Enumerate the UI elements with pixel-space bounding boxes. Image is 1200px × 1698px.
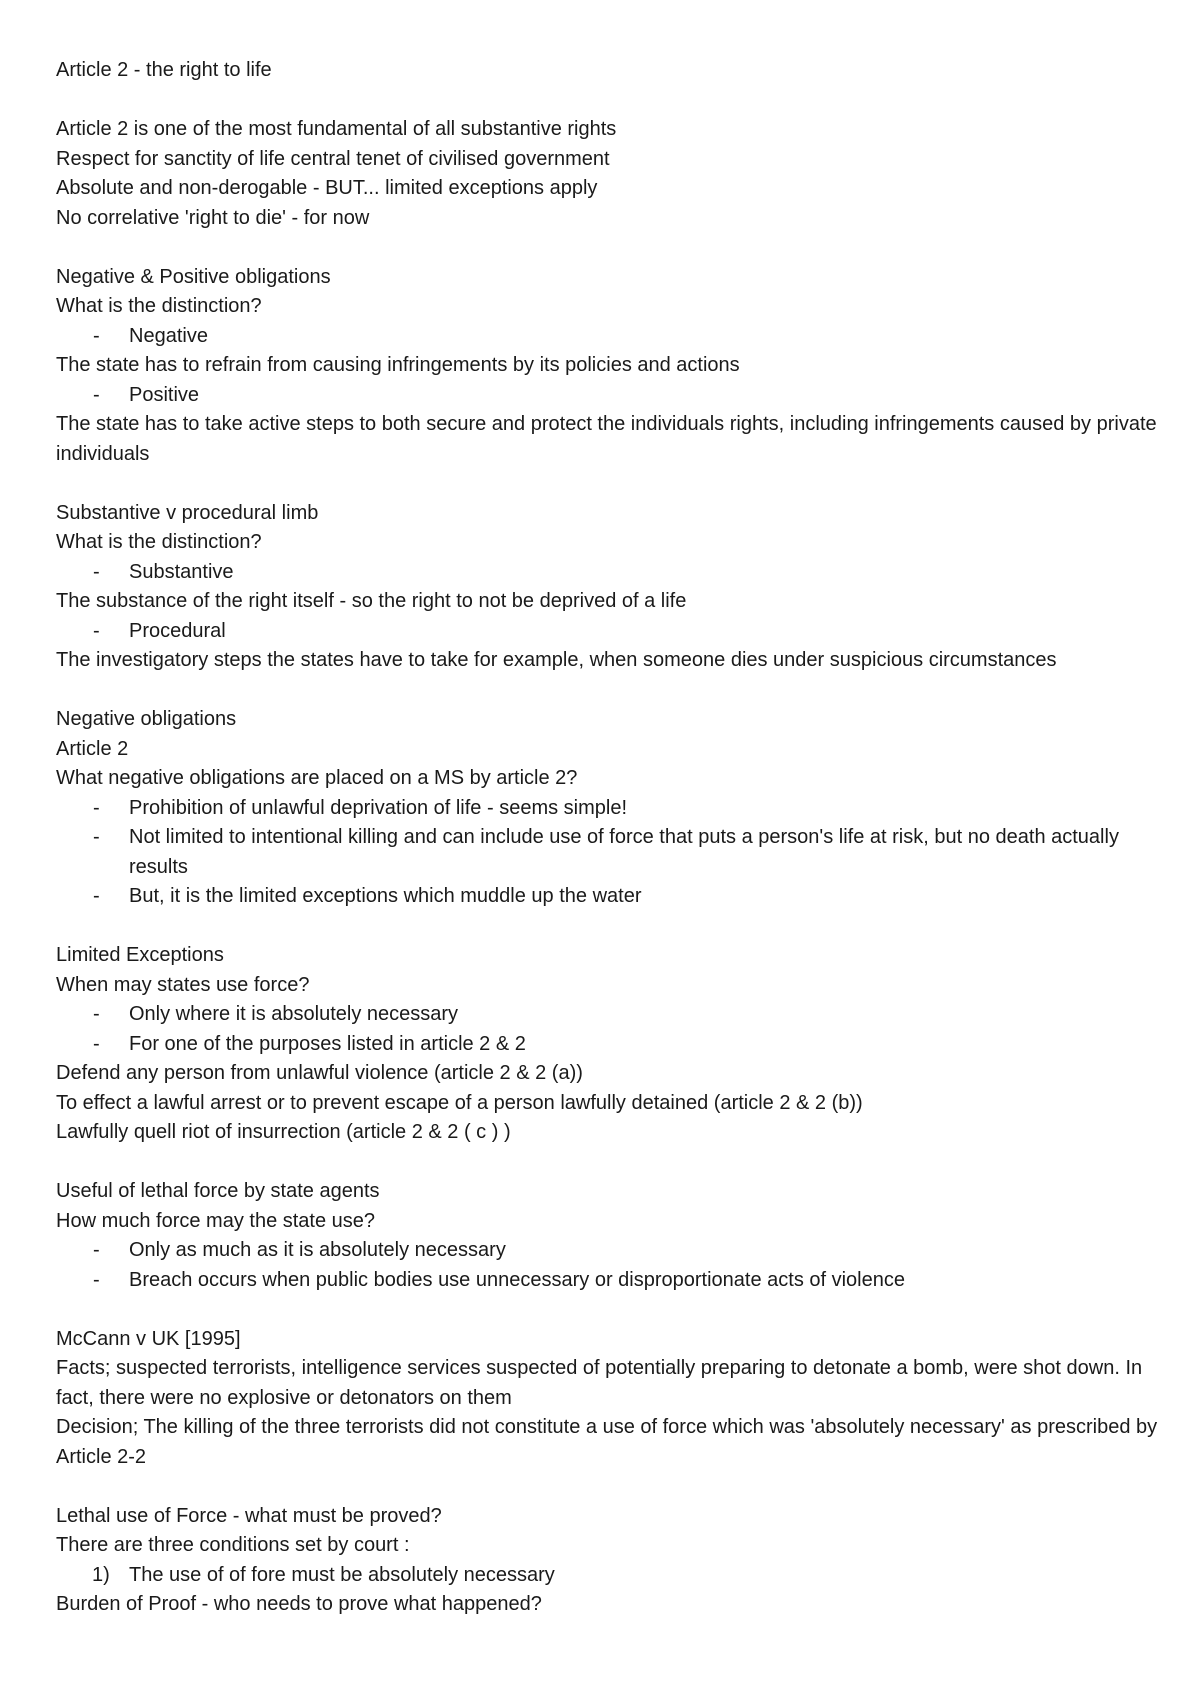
section-question: What is the distinction? (56, 531, 262, 553)
spacer (56, 676, 1166, 706)
bullet-dash: - (93, 619, 100, 642)
list-item: - Only where it is absolutely necessary (56, 1000, 1166, 1030)
case-facts: Facts; suspected terrorists, intelligence services suspected of potentially preparing to detonate a bomb, were shot down. In fact, there were no explosive or detonators on them (56, 1357, 1148, 1409)
section-question: There are three conditions set by court : (56, 1534, 410, 1556)
intro-line: Article 2 is one of the most fundamental of all substantive rights (56, 118, 617, 140)
body-text: The state has to take active steps to both secure and protect the individuals rights, including infringements caused by private individuals (56, 413, 1163, 465)
list-item: - Only as much as it is absolutely necessary (56, 1236, 1166, 1266)
document-title: Article 2 - the right to life (56, 59, 272, 81)
section-question: What negative obligations are placed on a MS by article 2? (56, 767, 578, 789)
numbered-item: 1) The use of of fore must be absolutely necessary (56, 1561, 1166, 1591)
body-text: The investigatory steps the states have to take for example, when someone dies under suspicious circumstances (56, 649, 1057, 671)
bullet-dash: - (93, 1003, 100, 1025)
bullet-dash: - (93, 796, 100, 819)
spacer (56, 1148, 1166, 1178)
section-heading: Negative & Positive obligations (56, 265, 331, 288)
list-item: - Negative (56, 322, 1166, 352)
body-text: Burden of Proof - who needs to prove what happened? (56, 1593, 542, 1615)
list-item: - Prohibition of unlawful deprivation of life - seems simple! (56, 794, 1166, 824)
section-question: What is the distinction? (56, 295, 262, 317)
spacer (56, 86, 1166, 116)
bullet-dash: - (93, 1032, 100, 1055)
body-text: To effect a lawful arrest or to prevent escape of a person lawfully detained (article 2 & 2 (b)) (56, 1091, 863, 1114)
body-text: Lawfully quell riot of insurrection (article 2 & 2 ( c ) ) (56, 1121, 511, 1143)
spacer (56, 912, 1166, 942)
list-item: - Breach occurs when public bodies use unnecessary or disproportionate acts of violence (56, 1266, 1166, 1296)
number-marker: 1) (92, 1563, 110, 1586)
section-question: How much force may the state use? (56, 1209, 376, 1232)
section-heading: Substantive v procedural limb (56, 501, 319, 524)
spacer (56, 1472, 1166, 1502)
section-heading: Limited Exceptions (56, 944, 224, 966)
bullet-dash: - (93, 885, 100, 907)
bullet-dash: - (93, 1268, 100, 1291)
bullet-dash: - (93, 324, 100, 347)
section-heading: Useful of lethal force by state agents (56, 1180, 380, 1202)
body-text: The state has to refrain from causing infringements by its policies and actions (56, 354, 740, 376)
intro-line: Absolute and non-derogable - BUT... limited exceptions apply (56, 177, 598, 199)
section-subheading: Article 2 (56, 737, 129, 760)
spacer (56, 469, 1166, 499)
intro-line: Respect for sanctity of life central tenet of civilised government (56, 147, 610, 170)
list-item: - Positive (56, 381, 1166, 411)
case-heading: McCann v UK [1995] (56, 1327, 241, 1350)
bullet-dash: - (93, 560, 100, 583)
list-item: - For one of the purposes listed in article 2 & 2 (56, 1030, 1166, 1060)
bullet-dash: - (93, 383, 100, 406)
list-item: - Procedural (56, 617, 1166, 647)
section-heading: Lethal use of Force - what must be proved? (56, 1504, 442, 1527)
body-text: The substance of the right itself - so the right to not be deprived of a life (56, 590, 687, 612)
list-item: - Substantive (56, 558, 1166, 588)
case-decision: Decision; The killing of the three terrorists did not constitute a use of force which was 'absolutely necessary' as prescribed by Article 2-2 (56, 1416, 1162, 1468)
section-heading: Negative obligations (56, 708, 237, 730)
spacer (56, 233, 1166, 263)
body-text: Defend any person from unlawful violence (article 2 & 2 (a)) (56, 1062, 583, 1084)
list-item: - But, it is the limited exceptions which muddle up the water (56, 882, 1166, 912)
bullet-dash: - (93, 826, 100, 848)
list-item: - Not limited to intentional killing and can include use of force that puts a person's life at risk, but no death actually results (56, 823, 1166, 882)
bullet-dash: - (93, 1239, 100, 1261)
intro-line: No correlative 'right to die' - for now (56, 206, 370, 229)
document-page (56, 56, 1166, 1620)
spacer (56, 1295, 1166, 1325)
section-question: When may states use force? (56, 973, 310, 996)
